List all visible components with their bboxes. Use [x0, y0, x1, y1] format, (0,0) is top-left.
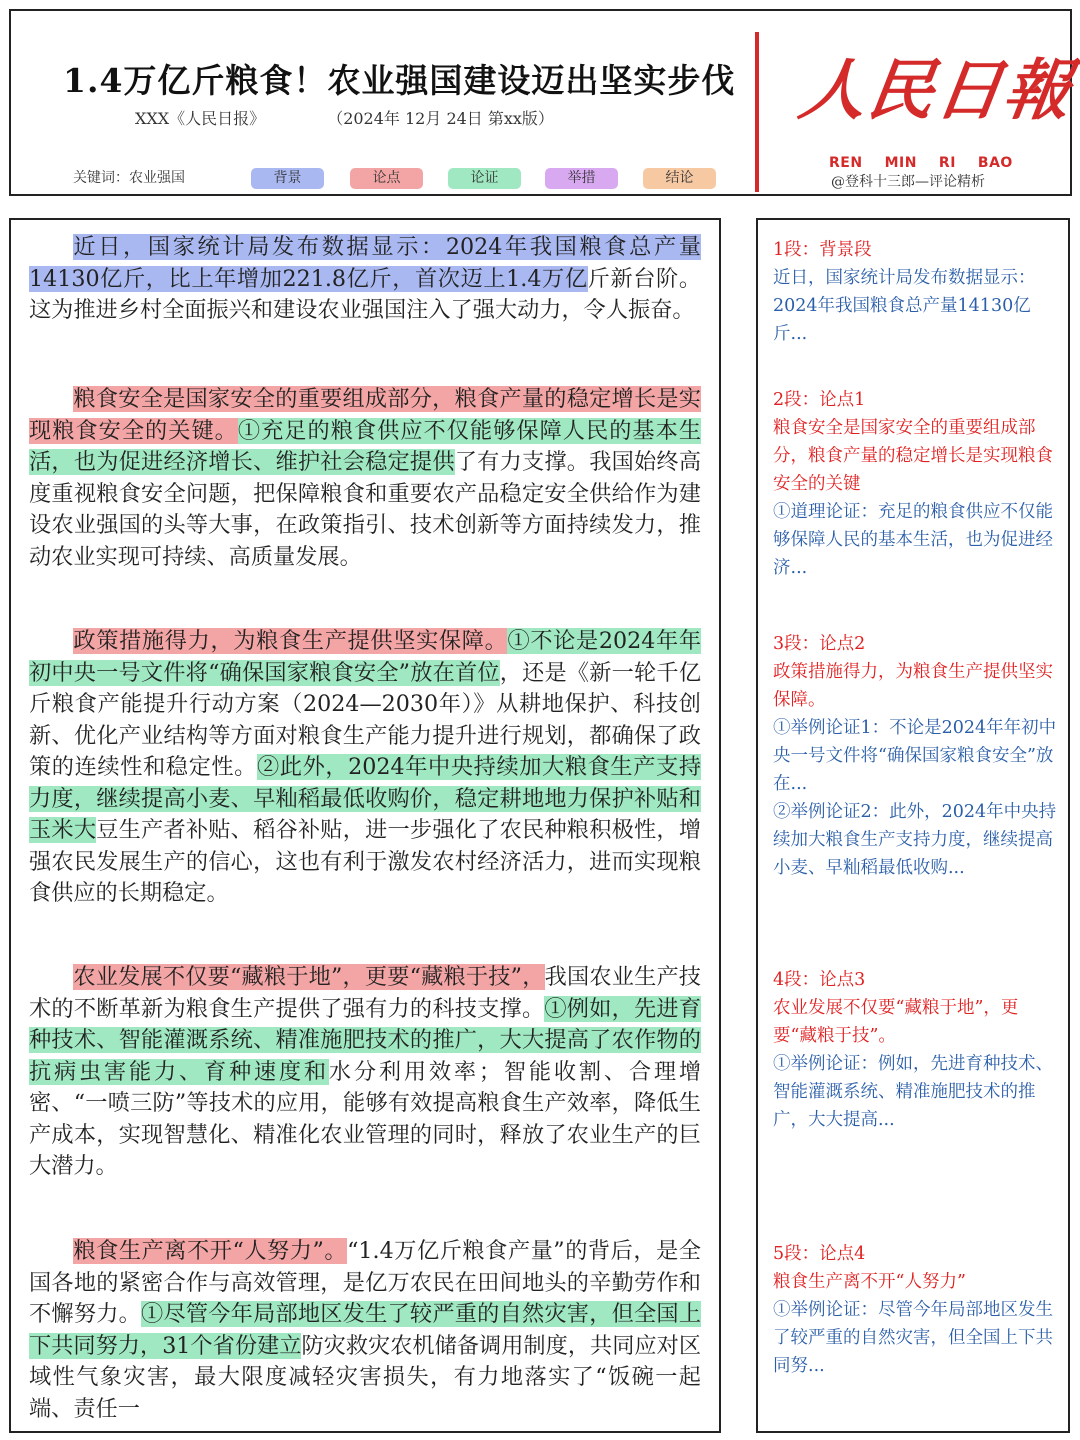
paragraph-5 — [29, 1236, 701, 1425]
text: ，还是《新一轮千亿斤粮食产能提升行动方案（2024—2030年）》从耕地保护、科技创新、优化产业结构等方面对粮食生产能力提升进行规划，都确保了政策的连续性和稳定性。 — [29, 659, 702, 780]
note-text: ①道理论证：充足的粮食供应不仅能够保障人民的基本生活，也为促进经济... — [773, 502, 1053, 578]
highlight-evidence: ②此外，2024年中央持续加大粮食生产支持力度，继续提高小麦、早籼稻最低收购价，稳定耕地地力保护补贴和玉米大 — [29, 754, 702, 843]
highlight-argument: 农业发展不仅要“藏粮于地”，更要“藏粮于技”， — [73, 964, 545, 990]
note-text: ①举例论证：例如，先进育种技术、智能灌溉系统、精准施肥技术的推广，大大提高... — [773, 1054, 1053, 1130]
header — [9, 9, 1078, 196]
note-text: 政策措施得力，为粮食生产提供坚实保障。 — [773, 662, 1053, 710]
article-panel — [9, 218, 721, 1433]
highlight-evidence: ①充足的粮食供应不仅能够保障人民的基本生活，也为促进经济增长、维护社会稳定提供 — [29, 417, 702, 475]
note-heading: 1段：背景段 — [773, 240, 872, 260]
keywords: 关键词：农业强国 — [73, 170, 185, 186]
legend-conclusion: 结论 — [643, 168, 716, 189]
source-line — [135, 106, 554, 129]
legend-measure: 举措 — [545, 168, 618, 189]
text: 我国农业生产技术的不断革新为粮食生产提供了强有力的科技支撑。 — [29, 964, 701, 1022]
legend-background: 背景 — [251, 168, 324, 189]
highlight-argument: 粮食生产离不开“人努力”。 — [73, 1238, 348, 1264]
divider — [755, 32, 759, 192]
highlight-evidence: ①不论是2024年年初中央一号文件将“确保国家粮食安全”放在首位 — [29, 628, 702, 686]
legend-argument: 论点 — [350, 168, 423, 189]
author-credit: @登科十三郎—评论精析 — [831, 174, 985, 190]
newspaper-logo: 人民日報 — [794, 51, 1078, 129]
note-heading: 3段：论点2 — [773, 634, 866, 654]
paragraph-3 — [29, 626, 701, 910]
note-heading: 2段：论点1 — [773, 390, 866, 410]
note-heading: 4段：论点3 — [773, 970, 866, 990]
page-title: 1.4万亿斤粮食！农业强国建设迈出坚实步伐 — [63, 61, 736, 100]
highlight-evidence: ①例如，先进育种技术、智能灌溉系统、精准施肥技术的推广，大大提高了农作物的抗病虫害能力、育种速度和 — [29, 995, 702, 1085]
note-text: ①举例论证1：不论是2024年年初中央一号文件将“确保国家粮食安全”放在... — [773, 718, 1057, 794]
note-1 — [773, 236, 1058, 348]
note-text: 近日，国家统计局发布数据显示：2024年我国粮食总产量14130亿斤... — [773, 268, 1036, 344]
summary-sidebar — [756, 218, 1070, 1433]
highlight-argument: 粮食安全是国家安全的重要组成部分，粮食产量的稳定增长是实现粮食安全的关键。 — [29, 386, 701, 444]
text: “1.4万亿斤粮食产量”的背后，是全国各地的紧密合作与高效管理，是亿万农民在田间地头的辛勤劳作和不懈努力。 — [29, 1238, 701, 1327]
note-text: 农业发展不仅要“藏粮于地”，更要“藏粮于技”。 — [773, 998, 1019, 1046]
paragraph-4 — [29, 962, 701, 1183]
note-2 — [773, 386, 1058, 582]
text: 斤新台阶。这为推进乡村全面振兴和建设农业强国注入了强大动力，令人振奋。 — [29, 265, 702, 323]
highlight-argument: 政策措施得力，为粮食生产提供坚实保障。 — [73, 628, 508, 654]
note-heading: 5段：论点4 — [773, 1244, 866, 1264]
publish-date: （2024年 12月 24日 第xx版） — [335, 109, 554, 128]
pinyin-2: MIN — [884, 155, 917, 171]
highlight-evidence: ①尽管今年局部地区发生了较严重的自然灾害，但全国上下共同努力，31个省份建立 — [29, 1301, 702, 1359]
text: 水分利用效率；智能收割、合理增密、“一喷三防”等技术的应用，能够有效提高粮食生产效率，降低生产成本，实现智慧化、精准化农业管理的同时，释放了农业生产的巨大潜力。 — [29, 1058, 702, 1179]
text: 豆生产者补贴、稻谷补贴，进一步强化了农民种粮积极性，增强农民发展生产的信心，这也有利于激发农村经济活力，进而实现粮食供应的长期稳定。 — [29, 817, 702, 906]
paragraph-1 — [29, 232, 701, 327]
note-text: 粮食生产离不开“人努力” — [773, 1272, 966, 1292]
note-text: ①举例论证：尽管今年局部地区发生了较严重的自然灾害，但全国上下共同努... — [773, 1300, 1053, 1376]
text: 防灾救灾农机储备调用制度，共同应对区域性气象灾害，最大限度减轻灾害损失，有力地落实了“饭碗一起端、责任一 — [29, 1332, 702, 1422]
pinyin-1: REN — [829, 155, 863, 171]
text: 了有力支撑。我国始终高度重视粮食安全问题，把保障粮食和重要农产品稳定安全供给作为建设农业强国的头等大事，在政策指引、技术创新等方面持续发力，推动农业实现可持续、高质量发展。 — [29, 449, 702, 570]
note-4 — [773, 966, 1058, 1134]
note-5 — [773, 1240, 1058, 1380]
source-name: XXX《人民日报》 — [135, 109, 266, 128]
note-text: 粮食安全是国家安全的重要组成部分，粮食产量的稳定增长是实现粮食安全的关键 — [773, 418, 1053, 494]
logo-pinyin — [829, 155, 1035, 171]
pinyin-3: RI — [938, 155, 956, 171]
note-text: ②举例论证2：此外，2024年中央持续加大粮食生产支持力度，继续提高小麦、早籼稻最低收购... — [773, 802, 1057, 878]
note-3 — [773, 630, 1058, 882]
legend-evidence: 论证 — [448, 168, 521, 189]
highlight-background: 近日，国家统计局发布数据显示：2024年我国粮食总产量14130亿斤，比上年增加221.8亿斤，首次迈上1.4万亿 — [29, 234, 701, 292]
paragraph-2 — [29, 384, 701, 573]
pinyin-4: BAO — [977, 155, 1013, 171]
